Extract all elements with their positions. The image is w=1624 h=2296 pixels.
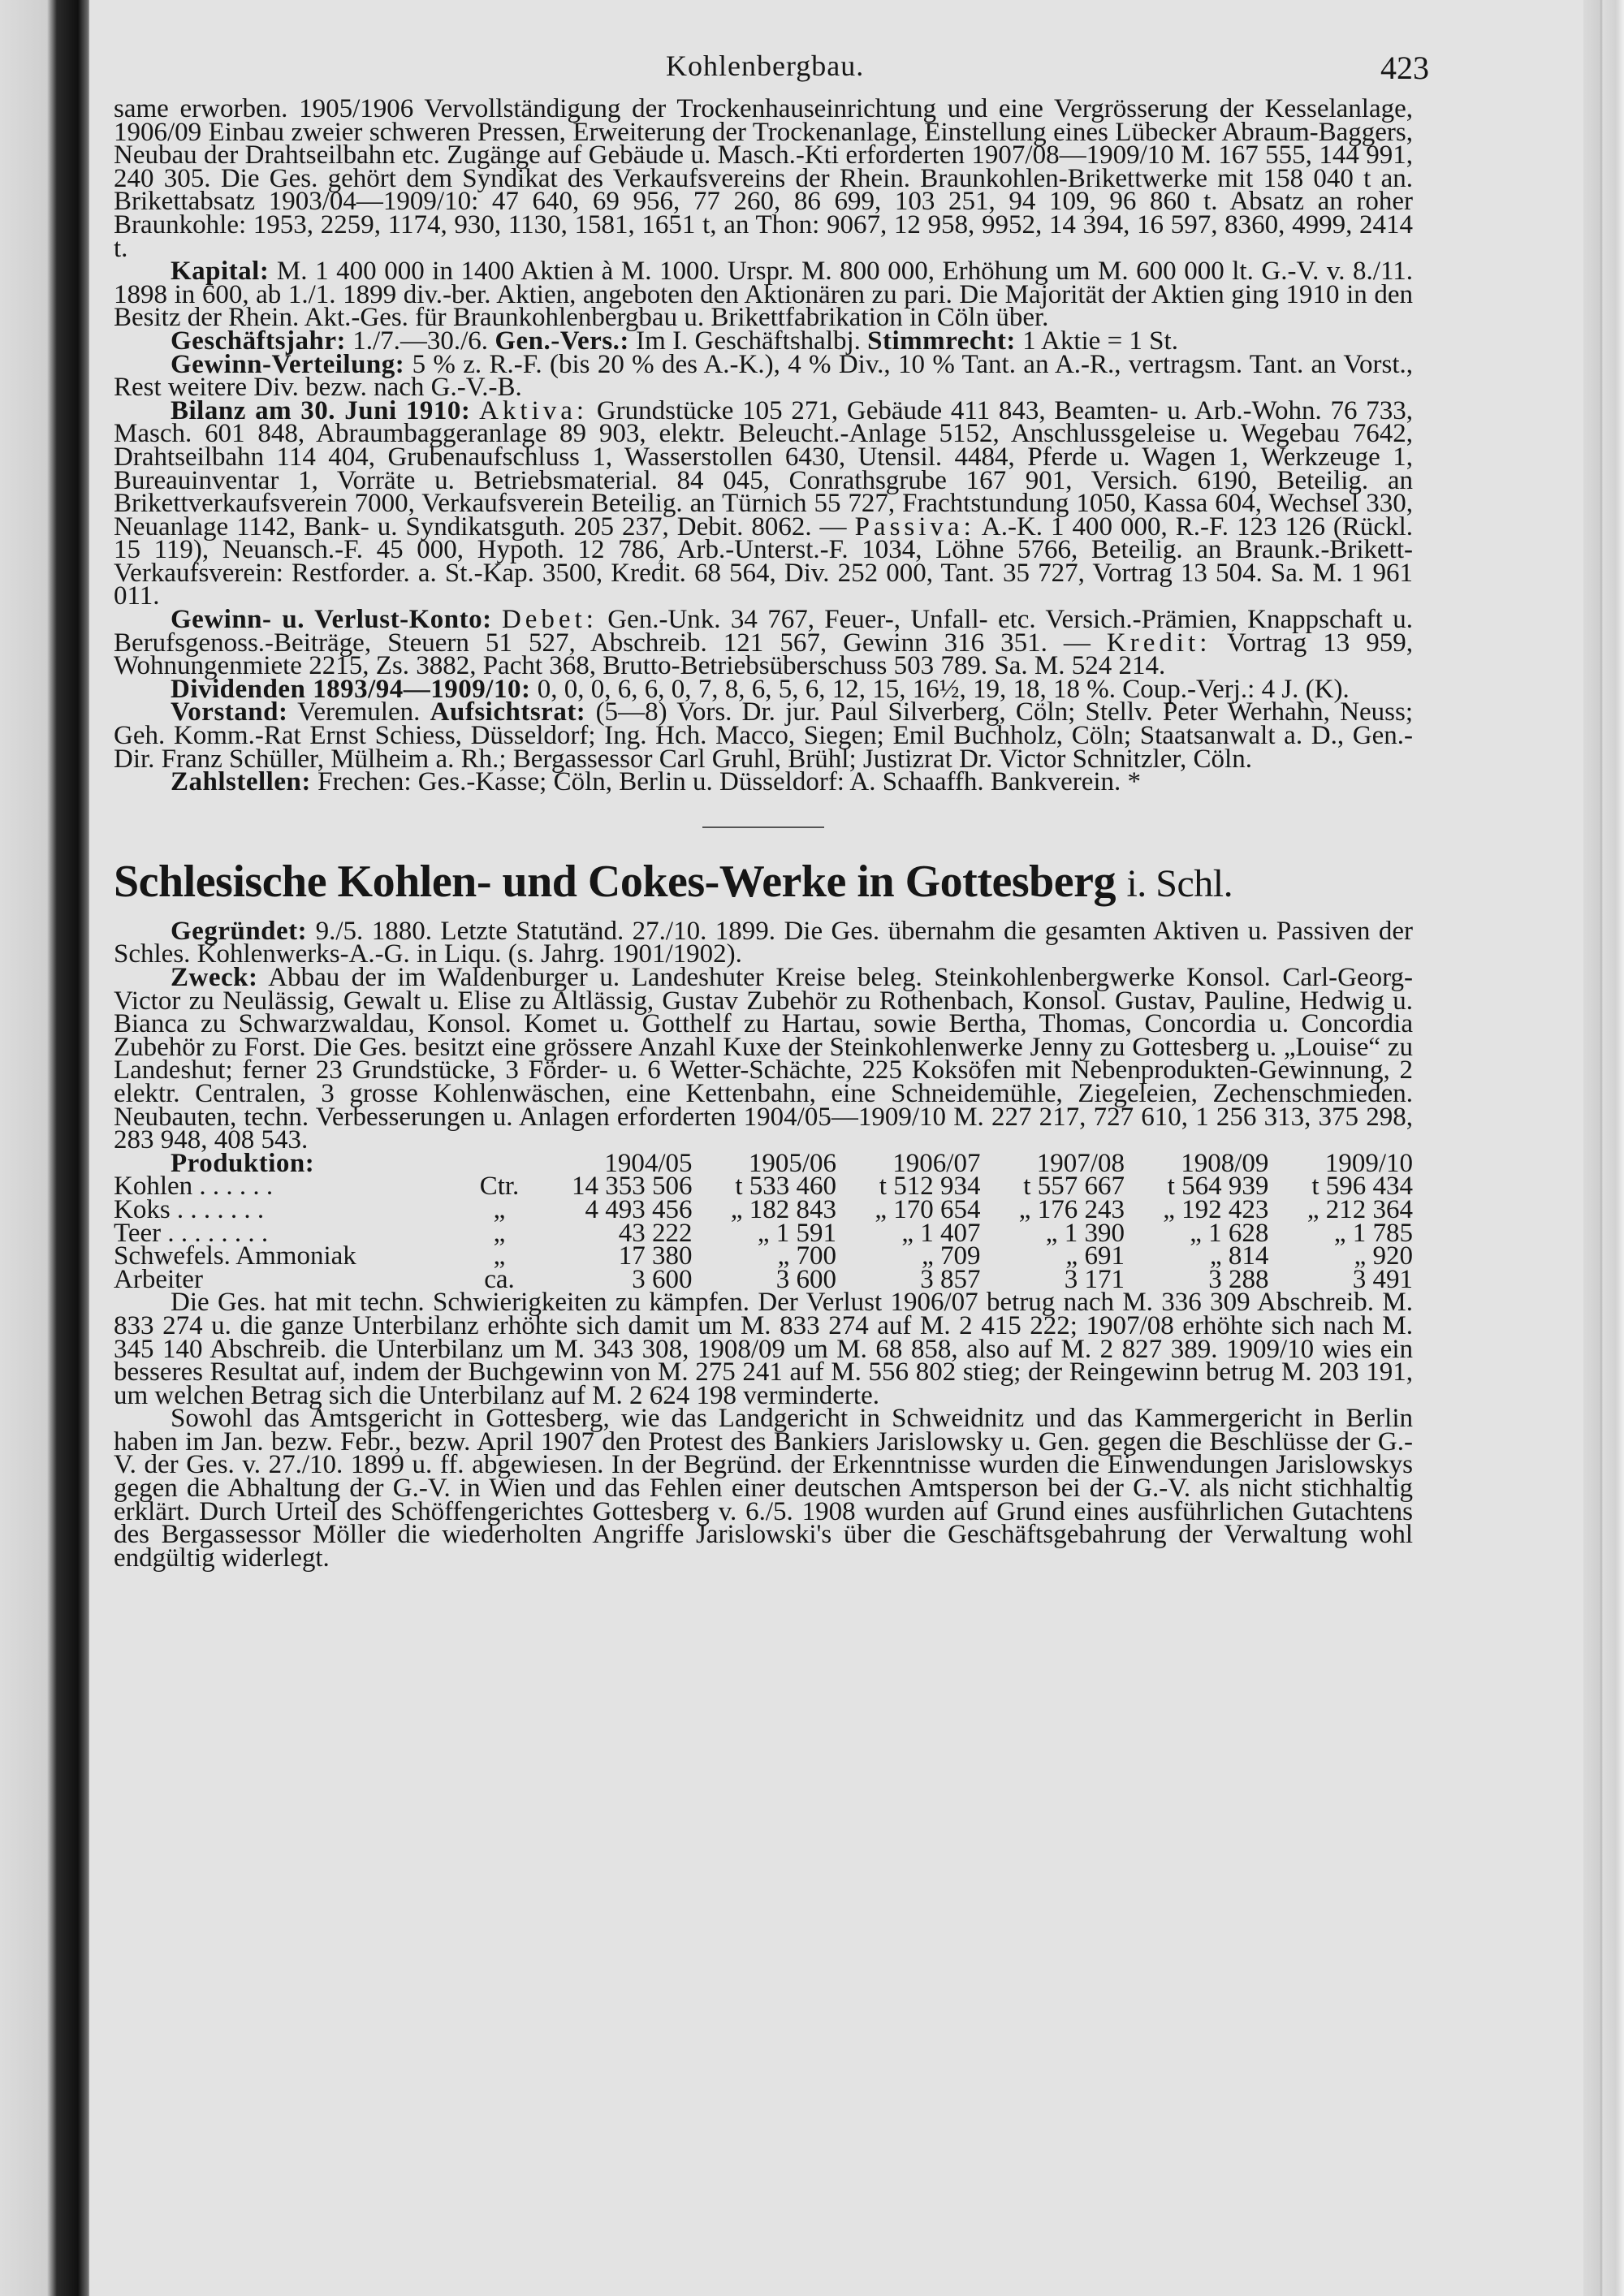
zweck-paragraph [114,963,1413,1155]
cell: „ 700 [777,1241,836,1271]
gegr-text: 9./5. 1880. Letzte Statutänd. 27./10. 1899. Die Ges. übernahm die gesamten Aktiven u. Passiven der Schles. Kohlenwerks-A.-G. in Liqu. (s. Jahrg. 1901/1902). [114,916,1413,969]
gericht-paragraph: Sowohl das Amtsgericht in Gottesberg, wie das Landgericht in Schweidnitz und das Kammergericht in Berlin haben im Jan. bezw. Febr., bezw. April 1907 den Protest des Bankiers Jarislowsky u. Gen. gegen die Beschlüsse der G.-V. der Ges. v. 27./10. 1899 u. ff. abgewiesen. In der Begründ. der Erkenntnisse wurden die Einwendungen Jarislowskys gegen die Abhaltung der G.-V. in Wien und das Fehlen einer deutschen Amtsperson bei der G.-V. als nicht stichhaltig erklärt. Durch Urteil des Schöffengerichtes Gottesberg v. 6./5. 1908 wurden auf Grund eines ausführlichen Gutachtens des Bergassessor Möller die wiederholten Angriffe Jarislowski's über die Geschäftsgebahrung der Verwaltung wohl endgültig widerlegt. [114,1404,1413,1573]
vorstand-paragraph [114,697,1414,774]
zahl-text: Frechen: Ges.-Kasse; Cöln, Berlin u. Düsseldorf: A. Schaaffh. Bankverein. [317,767,1121,797]
kredit-text: Vortrag 13 959, Wohnungenmiete 2215, Zs. 3882, Pacht 368, Brutto-Betriebsüberschuss 503 789. Sa. M. 524 214. [114,628,1414,681]
year-1905: 1905/06 [748,1148,836,1178]
ar-text: (5—8) Vors. Dr. jur. Paul Silverberg, Cöln; Stellv. Peter Werhahn, Neuss; Geh. Komm.-Rat Ernst Schiess, Düsseldorf; Ing. Hch. Macco, Siegen; Emil Buchholz, Cöln; Staatsanwalt a. D., Gen.-Dir. Franz Schüller, Mülheim a. Rh.; Bergassessor Carl Gruhl, Brühl; Justizrat Dr. Victor Schnitzler, Cöln. [114,697,1414,774]
row-label: Arbeiter [114,1264,203,1294]
ar-label: Aufsichtsrat: [430,697,586,727]
page [114,32,1429,1573]
verlust-paragraph: Die Ges. hat mit techn. Schwierigkeiten zu kämpfen. Der Verlust 1906/07 betrug nach M. 336 309 Abschreib. M. 833 274 u. die ganze Unterbilanz erhöhte sich damit um M. 833 274 auf M. 2 415 222; 1907/08 erhöhte sich nach M. 345 140 Abschreib. die Unterbilanz um M. 343 308, 1908/09 um M. 68 858, also auf M. 2 827 389. 1909/10 wies ein besseres Resultat auf, indem der Buchgewinn von M. 275 241 auf M. 556 802 stieg; der Reingewinn betrug M. 203 191, um welchen Betrag sich die Unterbilanz auf M. 2 624 198 verminderte. [114,1288,1413,1410]
book-spine-shadow [0,0,89,2296]
vorstand-label: Vorstand: [171,697,288,727]
page-number: 423 [1380,50,1429,86]
intro-paragraph: same erworben. 1905/1906 Vervollständigung der Trockenhauseinrichtung und eine Vergrösserung der Kesselanlage, 1906/09 Einbau zweier schweren Pressen, Erweiterung der Trockenanlage, Einstellung eines Lübecker Abraum-Baggers, Neubau der Drahtseilbahn etc. Zugänge auf Gebäude u. Masch.-Kti erforderten 1907/08—1909/10 M. 167 555, 144 991, 240 305. Die Ges. gehört dem Syndikat des Verkaufsvereins der Rhein. Braunkohlen-Brikettwerke mit 158 040 t an. Brikettabsatz 1903/04—1909/10: 47 640, 69 956, 77 260, 86 699, 103 251, 94 109, 96 860 t. Absatz an roher Braunkohle: 1953, 2259, 1174, 930, 1130, 1581, 1651 t, an Thon: 9067, 12 958, 9952, 14 394, 16 597, 8360, 4999, 2414 t. [114,94,1413,263]
gegruendet-paragraph [114,916,1413,969]
cell: t 564 939 [1167,1172,1269,1202]
running-title: Kohlenbergbau. [666,50,865,82]
year-1906: 1906/07 [892,1148,981,1178]
company-name: Schlesische Kohlen- und Cokes-Werke in Gottesberg [114,856,1116,907]
cell: 4 493 456 [585,1194,693,1224]
cell: „ 1 591 [757,1218,836,1248]
row-label: Koks . . . . . . . [114,1194,265,1224]
gj-text: 1./7.—30./6. [352,326,489,356]
cell: 3 600 [632,1264,693,1294]
gv-label: Gen.-Vers.: [495,326,629,356]
cell: „ 691 [1065,1241,1125,1271]
cell: „ 920 [1354,1241,1413,1271]
year-1908: 1908/09 [1181,1148,1269,1178]
kredit-label: Kredit: [1106,628,1212,658]
zweck-text: Abbau der im Waldenburger u. Landeshuter Kreise beleg. Steinkohlenbergwerke Konsol. Carl-Georg-Victor zu Neulässig, Gewalt u. Elise zu Altlässig, Gustav Zubehör zu Rothenbach, Konsol. Gustav, Pauline, Hedwig u. Bianca zu Schwarzwaldau, Konsol. Komet u. Gotthelf zu Hartau, sowie Bertha, Thomas, Concordia u. Concordia Zubehör zu Forst. Die Ges. besitzt eine grössere Anzahl Kuxe der Steinkohlenwerke Jenny zu Gottesberg u. „Louise“ zu Landeshut; ferner 23 Grundstücke, 3 Förder- u. 6 Wetter-Schächte, 225 Koksöfen mit Nebenprodukten-Gewinnung, 2 elektr. Centralen, 3 grosse Kohlenwäschen, eine Kettenbahn, eine Schneidemühle, Ziegeleien, Zechenschmieden. Neubauten, techn. Verbesserungen u. Anlagen erforderten 1904/05—1909/10 M. 227 217, 727 610, 1 256 313, 375 298, 283 948, 408 543. [114,963,1413,1155]
bilanz-label: Bilanz am 30. Juni 1910: [171,395,471,425]
zweck-label: Zweck: [171,963,258,992]
company-location: i. Schl. [1126,861,1233,905]
company-heading [114,856,1413,910]
cell: 3 491 [1352,1264,1413,1294]
cell: t 557 667 [1023,1172,1125,1202]
row-unit: ca. [484,1264,515,1294]
row-label: Kohlen . . . . . . [114,1172,274,1202]
zahl-label: Zahlstellen: [171,767,311,797]
stimm-label: Stimmrecht: [867,326,1016,356]
kapital-text: M. 1 400 000 in 1400 Aktien à M. 1000. Urspr. M. 800 000, Erhöhung um M. 600 000 lt. G.-V. v. 8./11. 1898 in 600, ab 1./1. 1899 div.-ber. Aktien, angeboten den Aktionären zu pari. Die Majorität der Aktien ging 1910 in den Besitz der Rhein. Akt.-Ges. für Braunkohlenbergbau u. Brikettfabrikation in Cöln über. [114,257,1413,333]
bilanz-paragraph [114,395,1414,611]
cell: „ 176 243 [1018,1194,1125,1224]
cell: 43 222 [618,1218,693,1248]
cell: „ 182 843 [730,1194,836,1224]
cell: t 533 460 [735,1172,836,1202]
guv-label: Gewinn- u. Verlust-Konto: [171,605,492,635]
row-unit: Ctr. [479,1172,520,1202]
aktiva-text: Grundstücke 105 271, Gebäude 411 843, Beamten- u. Arb.-Wohn. 76 733, Masch. 601 848, Abraumbaggeranlage 89 903, elektr. Beleucht.-Anlage 5152, Anschlussgeleise u. Wegebau 7642, Drahtseilbahn 114 404, Grubenaufschluss 1, Wasserstollen 6430, Utensil. 4484, Pferde u. Wagen 1, Werkzeuge 1, Bureauinventar 1, Vorräte u. Betriebsmaterial. 84 045, Conrathsgrube 167 901, Versich. 6190, Beteilig. an Brikettverkaufsverein 7000, Verkaufsverein Beteilig. an Türnich 55 727, Frachtstundung 1050, Kassa 604, Wechsel 330, Neuanlage 1142, Bank- u. Syndikatsguth. 205 237, Debit. 8062. — [114,395,1414,542]
gewinn-label: Gewinn-Verteilung: [171,349,405,379]
row-label: Teer . . . . . . . . [114,1218,269,1248]
produktion-label: Produktion: [171,1148,315,1178]
gj-label: Geschäftsjahr: [171,326,346,356]
div-label: Dividenden 1893/94—1909/10: [171,674,531,704]
row-unit: „ [493,1241,506,1271]
cell: 17 380 [618,1241,693,1271]
cell: „ 1 390 [1045,1218,1125,1248]
aktiva-label: Aktiva: [479,395,589,425]
cell: „ 709 [922,1241,981,1271]
cell: t 512 934 [879,1172,981,1202]
cell: „ 1 628 [1190,1218,1269,1248]
cell: „ 192 423 [1163,1194,1269,1224]
page-edge [1583,0,1624,2296]
cell: „ 1 407 [901,1218,981,1248]
kapital-label: Kapital: [171,257,270,287]
section-schlesische [114,916,1413,1573]
zahlstellen-paragraph [114,767,1413,797]
asterisk-mark: * [1127,767,1142,797]
cell: 3 171 [1064,1264,1125,1294]
debet-label: Debet: [501,605,598,635]
cell: 3 288 [1208,1264,1269,1294]
guv-paragraph [114,605,1414,681]
cell: 3 857 [920,1264,981,1294]
row-label: Schwefels. Ammoniak [114,1241,356,1271]
gewinn-verteilung-paragraph [114,349,1413,403]
year-1907: 1907/08 [1036,1148,1125,1178]
page-header [114,32,1429,97]
kapital-paragraph [114,257,1413,333]
cell: 3 600 [775,1264,836,1294]
row-unit: „ [493,1218,506,1248]
stimm-text: 1 Aktie = 1 St. [1022,326,1178,356]
cell: „ 814 [1210,1241,1269,1271]
passiva-text: A.-K. 1 400 000, R.-F. 123 126 (Rückl. 15 119), Neuansch.-F. 45 000, Hypoth. 12 786, Arb.-Unterst.-F. 1034, Löhne 5766, Beteilig. an Braunk.-Brikett-Verkaufsverein: Restforder. a. St.-Kap. 3500, Kredit. 68 564, Div. 252 000, Tant. 35 727, Vortrag 13 504. Sa. M. 1 961 011. [114,511,1413,611]
gewinn-text: 5 % z. R.-F. (bis 20 % des A.-K.), 4 % Div., 10 % Tant. an A.-R., vertragsm. Tant. an Vorst., Rest weitere Div. bezw. nach G.-V.-B. [114,349,1413,403]
row-unit: „ [493,1194,506,1224]
vorstand-text: Veremulen. [297,697,421,727]
passiva-label: Passiva: [854,511,975,542]
gv-text: Im I. Geschäftshalbj. [636,326,861,356]
year-1909: 1909/10 [1324,1148,1413,1178]
gegr-label: Gegründet: [171,916,308,946]
debet-text: Gen.-Unk. 34 767, Feuer-, Unfall- etc. Versich.-Prämien, Knappschaft u. Berufsgenoss.-Beiträge, Steuern 51 527, Abschreib. 121 567, Gewinn 316 351. — [114,605,1413,658]
cell: 14 353 506 [572,1172,693,1202]
cell: t 596 434 [1311,1172,1413,1202]
section-divider [702,826,824,828]
section-braunkohlen [114,94,1414,797]
div-text: 0, 0, 0, 6, 6, 0, 7, 8, 6, 5, 6, 12, 15, 16½, 19, 18, 18 %. Coup.-Verj.: 4 J. (K). [537,674,1350,704]
cell: „ 170 654 [875,1194,981,1224]
year-1904: 1904/05 [604,1148,693,1178]
cell: „ 212 364 [1307,1194,1413,1224]
cell: „ 1 785 [1333,1218,1413,1248]
produktion-table [114,1148,1413,1294]
